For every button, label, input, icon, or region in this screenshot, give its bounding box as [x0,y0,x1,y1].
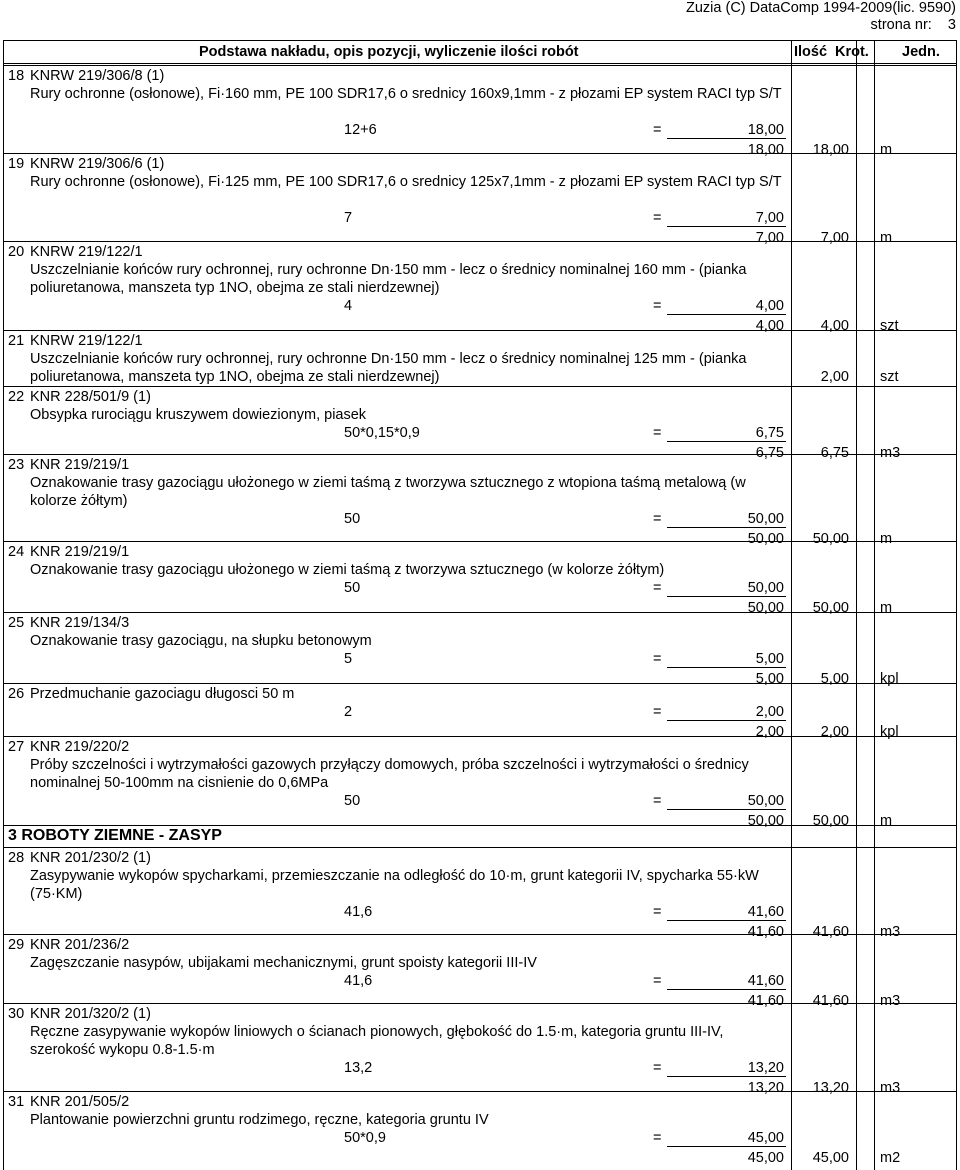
calc-expression: 50*0,15*0,9 [344,425,420,441]
item-quantity: 2,00 [820,724,849,740]
item-unit: m [880,531,893,547]
item-number: 27 [8,739,25,755]
item-number: 29 [8,937,25,953]
item-code: KNR 219/134/3 [30,615,130,631]
item-description: Przedmuchanie gazociagu długosci 50 m [30,686,295,702]
calc-expression: 7 [344,210,353,226]
item-code: KNRW 219/122/1 [30,244,143,260]
calc-value: 50,00 [747,793,784,809]
calc-equals: = [653,904,662,920]
item-description: Ręczne zasypywanie wykopów liniowych o ścianach pionowych, głębokość do 1.5·m, kategoria gruntu III-IV, szerokość wykopu 0.8-1.5·m [30,1024,724,1058]
page-header [686,0,956,34]
item-code: KNR 219/219/1 [30,544,130,560]
calc-equals: = [653,511,662,527]
item-unit: szt [880,318,899,334]
item-description: Próby szczelności i wytrzymałości gazowych przyłączy domowych, próba szczelności i wytrzymałości o średnicy nominalnej 50-100mm na cisnienie do 0,6MPa [30,757,749,791]
item-code: KNRW 219/306/6 (1) [30,156,165,172]
calc-equals: = [653,704,662,720]
calc-expression: 4 [344,298,353,314]
calc-expression: 12+6 [344,122,377,138]
calc-sum: 41,60 [747,993,784,1009]
calc-equals: = [653,298,662,314]
calc-value: 50,00 [747,511,784,527]
calc-sum: 7,00 [755,230,784,246]
calc-equals: = [653,210,662,226]
page-number: 3 [947,17,956,33]
item-quantity: 4,00 [820,318,849,334]
calc-sum: 50,00 [747,600,784,616]
item-quantity: 6,75 [820,445,849,461]
item-description: Uszczelnianie końców rury ochronnej, rury ochronne Dn·150 mm - lecz o średnicy nominalnej 160 mm - (pianka poliuretanowa, manszeta typ 1NO, obejma ze stali nierdzewnej) [30,262,747,296]
calc-equals: = [653,973,662,989]
item-unit: m3 [880,445,901,461]
calc-equals: = [653,1060,662,1076]
col-divider-qty [791,41,792,1170]
header-krot: Krot. [835,44,869,60]
section-row [4,825,956,844]
item-description: Oznakowanie trasy gazociągu ułożonego w ziemi taśmą z tworzywa sztucznego z wtopiona taśmą metalową (w kolorze żółtym) [30,475,746,509]
item-unit: kpl [880,671,899,687]
calc-sum: 50,00 [747,531,784,547]
item-number: 18 [8,68,25,84]
calc-sum: 41,60 [747,924,784,940]
calc-sum: 13,20 [747,1080,784,1096]
table-row [4,683,956,740]
item-number: 19 [8,156,25,172]
calc-sum: 5,00 [755,671,784,687]
item-number: 28 [8,850,25,866]
item-quantity: 5,00 [820,671,849,687]
item-number: 22 [8,389,25,405]
calc-expression: 41,6 [344,904,373,920]
calc-expression: 50*0,9 [344,1130,386,1146]
item-number: 23 [8,457,25,473]
calc-sum: 45,00 [747,1150,784,1166]
calc-value: 45,00 [747,1130,784,1146]
header-desc: Podstawa nakładu, opis pozycji, wyliczenie ilości robót [199,44,579,60]
item-unit: m3 [880,1080,901,1096]
copyright-text: Zuzia (C) DataComp 1994-2009(lic. 9590) [686,0,956,16]
calc-sum: 50,00 [747,813,784,829]
col-divider-unit [874,41,875,1170]
item-description: Plantowanie powierzchni gruntu rodzimego, ręczne, kategoria gruntu IV [30,1112,489,1128]
col-divider-krot [856,41,857,1170]
item-code: KNR 201/236/2 [30,937,130,953]
item-quantity: 41,60 [812,924,849,940]
calc-expression: 5 [344,651,353,667]
calc-equals: = [653,122,662,138]
table-row [4,847,956,940]
calc-value: 2,00 [755,704,784,720]
calc-value: 41,60 [747,973,784,989]
calc-expression: 41,6 [344,973,373,989]
calc-expression: 50 [344,580,361,596]
item-code: KNR 219/220/2 [30,739,130,755]
item-quantity: 50,00 [812,813,849,829]
calc-sum: 2,00 [755,724,784,740]
item-number: 25 [8,615,25,631]
item-unit: m3 [880,993,901,1009]
calc-expression: 2 [344,704,353,720]
item-quantity: 18,00 [812,142,849,158]
calc-value: 50,00 [747,580,784,596]
item-code: KNR 201/230/2 (1) [30,850,151,866]
item-unit: m [880,813,893,829]
item-unit: m2 [880,1150,901,1166]
calc-value: 18,00 [747,122,784,138]
table-row [4,541,956,616]
item-unit: kpl [880,724,899,740]
item-code: KNR 228/501/9 (1) [30,389,151,405]
item-description: Uszczelnianie końców rury ochronnej, rury ochronne Dn·150 mm - lecz o średnicy nominalnej 125 mm - (pianka poliuretanowa, manszeta typ 1NO, obejma ze stali nierdzewnej) [30,351,747,385]
item-quantity: 7,00 [820,230,849,246]
item-unit: m3 [880,924,901,940]
calc-value: 13,20 [747,1060,784,1076]
calc-expression: 50 [344,793,361,809]
item-description: Obsypka rurociągu kruszywem dowiezionym, piasek [30,407,367,423]
item-unit: m [880,230,893,246]
item-quantity: 13,20 [812,1080,849,1096]
item-description: Oznakowanie trasy gazociągu, na słupku betonowym [30,633,372,649]
table-row [4,1003,956,1096]
table-row [4,153,956,246]
calc-value: 6,75 [755,425,784,441]
item-description: Rury ochronne (osłonowe), Fi·125 mm, PE 100 SDR17,6 o srednicy 125x7,1mm - z płozami EP system RACI typ S/T [30,174,782,190]
item-quantity: 41,60 [812,993,849,1009]
item-number: 30 [8,1006,25,1022]
table-row [4,736,956,829]
item-description: Rury ochronne (osłonowe), Fi·160 mm, PE 100 SDR17,6 o srednicy 160x9,1mm - z płozami EP system RACI typ S/T [30,86,782,102]
item-quantity: 45,00 [812,1150,849,1166]
table-row [4,1091,956,1166]
calc-value: 41,60 [747,904,784,920]
table-row [4,241,956,334]
calc-value: 4,00 [755,298,784,314]
item-quantity: 50,00 [812,600,849,616]
calc-equals: = [653,1130,662,1146]
item-unit: szt [880,369,899,385]
item-unit: m [880,600,893,616]
calc-sum: 6,75 [755,445,784,461]
header-qty: Ilość [794,44,828,60]
section-title: 3 ROBOTY ZIEMNE - ZASYP [8,827,222,844]
calc-equals: = [653,651,662,667]
calc-value: 5,00 [755,651,784,667]
table-row [4,330,956,385]
item-quantity: 2,00 [820,369,849,385]
calc-sum: 4,00 [755,318,784,334]
item-number: 21 [8,333,25,349]
calc-expression: 13,2 [344,1060,373,1076]
calc-equals: = [653,793,662,809]
item-number: 20 [8,244,25,260]
table-row [4,454,956,547]
item-code: KNR 219/219/1 [30,457,130,473]
cost-table [3,40,957,1170]
item-code: KNR 201/505/2 [30,1094,130,1110]
item-code: KNRW 219/306/8 (1) [30,68,165,84]
page-number-line: strona nr: 3 [870,17,956,33]
table-header [4,41,956,64]
table-row [4,934,956,1009]
item-code: KNRW 219/122/1 [30,333,143,349]
item-number: 26 [8,686,25,702]
item-number: 31 [8,1094,25,1110]
item-code: KNR 201/320/2 (1) [30,1006,151,1022]
item-unit: m [880,142,893,158]
table-row [4,612,956,687]
calc-expression: 50 [344,511,361,527]
table-row [4,65,956,158]
item-number: 24 [8,544,25,560]
item-description: Zagęszczanie nasypów, ubijakami mechanicznymi, grunt spoisty kategorii III-IV [30,955,537,971]
item-quantity: 50,00 [812,531,849,547]
table-row [4,386,956,461]
calc-equals: = [653,425,662,441]
calc-equals: = [653,580,662,596]
calc-value: 7,00 [755,210,784,226]
calc-sum: 18,00 [747,142,784,158]
item-description: Zasypywanie wykopów spycharkami, przemieszczanie na odległość do 10·m, grunt kategorii IV, spycharka 55·kW (75·KM) [30,868,759,902]
item-description: Oznakowanie trasy gazociągu ułożonego w ziemi taśmą z tworzywa sztucznego (w kolorze żółtym) [30,562,665,578]
header-unit: Jedn. [902,44,940,60]
